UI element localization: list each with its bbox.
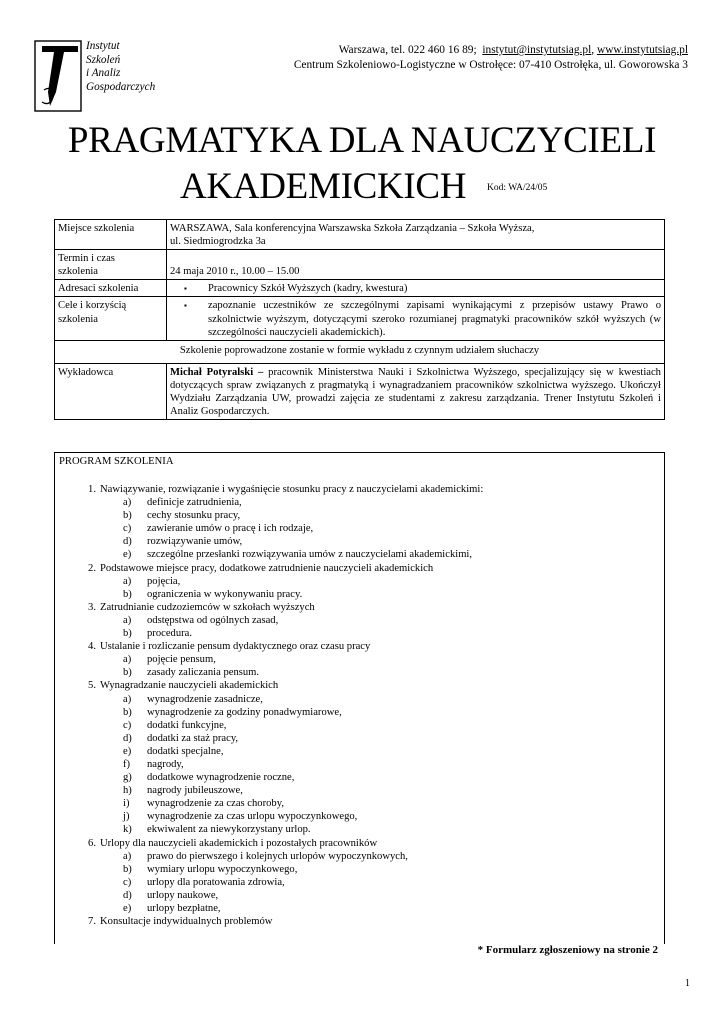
section-number: 6. — [88, 837, 96, 849]
contact-line-2: Centrum Szkoleniowo-Logistyczne w Ostrołęce: 07-410 Ostrołęka, ul. Goworowska 3 — [293, 59, 688, 71]
table-row — [55, 340, 665, 363]
section-number: 7. — [88, 916, 96, 928]
list-item — [55, 653, 664, 666]
list-item — [55, 706, 664, 719]
item-text: pojęcia, — [147, 575, 181, 587]
item-letter: a) — [123, 497, 132, 509]
table-row — [55, 297, 665, 340]
item-letter: k) — [123, 824, 132, 836]
list-item — [55, 902, 664, 915]
list-item — [55, 784, 664, 797]
list-item — [55, 496, 664, 509]
bullet-icon: ▪ — [184, 284, 187, 294]
list-item — [55, 509, 664, 522]
item-letter: a) — [123, 850, 132, 862]
lecturer-name: Michał Potyralski – — [170, 366, 264, 378]
table-row — [55, 363, 665, 419]
section-number: 3. — [88, 601, 96, 613]
item-letter: a) — [123, 575, 132, 587]
item-letter: d) — [123, 536, 132, 548]
date-value: 24 maja 2010 r., 10.00 – 15.00 — [167, 250, 665, 280]
audience-label: Adresaci szkolenia — [55, 280, 167, 297]
document-title-line-1: PRAGMATYKA DLA NAUCZYCIELI — [67, 120, 657, 161]
item-letter: h) — [123, 785, 132, 797]
program-section-heading — [55, 837, 664, 850]
item-text: wynagrodzenie za czas urlopu wypoczynkowego, — [147, 811, 358, 823]
item-letter: b) — [123, 510, 132, 522]
pen-logo-icon — [34, 40, 84, 112]
item-text: nagrody jubileuszowe, — [147, 785, 243, 797]
section-number: 1. — [88, 484, 96, 495]
item-text: szczególne przesłanki rozwiązywania umów z nauczycielami akademickimi, — [147, 549, 473, 561]
list-item — [55, 823, 664, 836]
item-text: urlopy dla poratowania zdrowia, — [147, 876, 285, 888]
program-section-heading — [55, 483, 664, 496]
item-letter: g) — [123, 772, 132, 784]
course-code: Kod: WA/24/05 — [487, 183, 548, 193]
bullet-icon: ▪ — [184, 301, 187, 311]
course-info-table — [54, 219, 665, 420]
goals-label-line-2: szkolenia — [58, 313, 99, 325]
list-item — [55, 588, 664, 601]
list-item — [55, 548, 664, 561]
section-title: Konsultacje indywidualnych problemów — [100, 916, 273, 928]
list-item — [55, 797, 664, 810]
item-text: odstępstwa od ogólnych zasad, — [147, 614, 279, 626]
program-section-heading — [55, 601, 664, 614]
lecturer-bio — [167, 363, 665, 419]
item-text: dodatkowe wynagrodzenie roczne, — [147, 772, 295, 784]
item-letter: a) — [123, 693, 132, 705]
item-letter: a) — [123, 614, 132, 626]
item-letter: a) — [123, 654, 132, 666]
document-title-line-2: AKADEMICKICH — [180, 166, 467, 207]
list-item — [55, 627, 664, 640]
form-note: * Formularz zgłoszeniowy na stronie 2 — [477, 944, 658, 956]
item-letter: e) — [123, 549, 132, 561]
item-text: dodatki funkcyjne, — [147, 719, 227, 731]
list-item — [55, 732, 664, 745]
table-row — [55, 250, 665, 280]
contact-separator: , — [591, 44, 595, 56]
section-number: 4. — [88, 641, 96, 653]
item-text: prawo do pierwszego i kolejnych urlopów wypoczynkowych, — [147, 850, 408, 862]
program-section-heading — [55, 915, 664, 928]
section-title: Podstawowe miejsce pracy, dodatkowe zatrudnienie nauczycieli akademickich — [100, 562, 434, 574]
item-text: wymiary urlopu wypoczynkowego, — [147, 863, 298, 875]
date-label-line-2: szkolenia — [58, 266, 99, 278]
list-item — [55, 535, 664, 548]
program-section-heading — [55, 562, 664, 575]
program-section — [54, 452, 665, 944]
program-section-heading — [55, 640, 664, 653]
list-item — [55, 693, 664, 706]
list-item — [55, 666, 664, 679]
item-text: definicje zatrudnienia, — [147, 497, 242, 509]
location-value-line-1: WARSZAWA, Sala konferencyjna Warszawska Szkoła Zarządzania – Szkoła Wyższa, — [170, 223, 535, 234]
program-list — [55, 483, 664, 928]
item-text: wynagrodzenie za czas choroby, — [147, 798, 284, 810]
logo-line-1: Instytut — [86, 40, 120, 52]
location-label: Miejsce szkolenia — [55, 220, 167, 250]
item-text: rozwiązywanie umów, — [147, 536, 243, 548]
list-item — [55, 876, 664, 889]
item-text: dodatki za staż pracy, — [147, 732, 239, 744]
goals-label-line-1: Cele i korzyścią — [58, 300, 127, 312]
section-title: Wynagradzanie nauczycieli akademickich — [100, 680, 279, 692]
list-item — [55, 745, 664, 758]
logo-line-4: Gospodarczych — [86, 80, 156, 93]
lecturer-description: pracownik Ministerstwa Nauki i Szkolnictwa Wyższego, specjalizujący się w kwestiach dotyczących spraw związanych z pragmatyką i wynagradzaniem pracowników szkolnictwa wyższego. Ukończył Wydziału Zarządzania UW, prowadzi zajęcia ze studentami z zakresu zarządzania. Trener Instytutu Szkoleń i Analiz Gospodarczych. — [170, 366, 661, 418]
item-letter: b) — [123, 706, 132, 718]
list-item — [55, 863, 664, 876]
logo-line-2: Szkoleń — [86, 53, 121, 66]
item-text: ograniczenia w wykonywaniu pracy. — [147, 588, 303, 600]
audience-value: Pracownicy Szkół Wyższych (kadry, kwestura) — [208, 283, 408, 295]
website-link[interactable]: www.instytutsiag.pl — [596, 44, 688, 56]
contact-line-1 — [294, 43, 688, 58]
list-item — [55, 614, 664, 627]
institute-logo — [34, 40, 162, 112]
item-text: zasady zaliczania pensum. — [147, 667, 260, 679]
item-text: wynagrodzenie za godziny ponadwymiarowe, — [147, 706, 342, 718]
item-letter: b) — [123, 588, 132, 600]
section-number: 5. — [88, 680, 96, 692]
section-title: Urlopy dla nauczycieli akademickich i pozostałych pracowników — [100, 837, 378, 849]
item-text: pojęcie pensum, — [147, 654, 216, 666]
item-letter: f) — [123, 758, 131, 770]
audience-value-cell — [167, 280, 665, 297]
item-text: cechy stosunku pracy, — [147, 510, 241, 522]
item-letter: b) — [123, 863, 132, 875]
item-text: ekwiwalent za niewykorzystany urlop. — [147, 824, 311, 836]
item-letter: b) — [123, 667, 132, 679]
location-value-line-2: ul. Siedmiogrodzka 3a — [170, 236, 266, 248]
list-item — [55, 575, 664, 588]
contact-header — [294, 43, 688, 73]
item-letter: d) — [123, 889, 132, 901]
section-title: Ustalanie i rozliczanie pensum dydaktycznego oraz czasu pracy — [100, 641, 371, 653]
item-letter: c) — [123, 719, 132, 731]
date-label — [55, 250, 167, 280]
location-value — [167, 220, 665, 250]
goals-value-cell — [167, 297, 665, 340]
item-letter: b) — [123, 628, 132, 640]
item-letter: d) — [123, 732, 132, 744]
item-letter: i) — [123, 798, 130, 810]
item-text: procedura. — [147, 628, 192, 640]
item-text: urlopy bezpłatne, — [147, 903, 221, 914]
logo-line-3: i Analiz — [86, 67, 121, 80]
date-label-line-1: Termin i czas — [58, 253, 115, 265]
item-text: urlopy naukowe, — [147, 889, 219, 901]
lecturer-label: Wykładowca — [55, 363, 167, 419]
list-item — [55, 850, 664, 863]
training-form: Szkolenie poprowadzone zostanie w formie wykładu z czynnym udziałem słuchaczy — [55, 340, 665, 363]
list-item — [55, 810, 664, 823]
table-row — [55, 280, 665, 297]
item-text: zawieranie umów o pracę i ich rodzaje, — [147, 523, 314, 535]
item-letter: c) — [123, 523, 132, 535]
section-title: Nawiązywanie, rozwiązanie i wygaśnięcie stosunku pracy z nauczycielami akademickimi: — [100, 484, 484, 495]
program-section-heading — [55, 679, 664, 692]
page-number: 1 — [685, 978, 690, 989]
item-letter: c) — [123, 876, 132, 888]
item-letter: j) — [123, 811, 130, 823]
goals-value: zapoznanie uczestników ze szczególnymi zapisami wynikającymi z przepisów ustawy Prawo o szkolnictwie wyższym, dotyczącymi szeroko rozumianej pragmatyki pracowników szkół wyższych (w szczególności nauczycieli akademickich). — [208, 300, 661, 338]
list-item — [55, 719, 664, 732]
list-item — [55, 522, 664, 535]
item-letter: e) — [123, 903, 132, 914]
contact-phone: Warszawa, tel. 022 460 16 89; — [338, 44, 477, 56]
email-link[interactable]: instytut@instytutsiag.pl — [482, 44, 592, 56]
goals-label — [55, 297, 167, 340]
section-title: Zatrudnianie cudzoziemców w szkołach wyższych — [100, 601, 315, 613]
item-text: wynagrodzenie zasadnicze, — [147, 693, 263, 705]
section-number: 2. — [88, 562, 96, 574]
table-row — [55, 220, 665, 250]
item-text: dodatki specjalne, — [147, 745, 224, 757]
list-item — [55, 889, 664, 902]
item-text: nagrody, — [147, 758, 184, 770]
program-title: PROGRAM SZKOLENIA — [59, 456, 174, 467]
list-item — [55, 758, 664, 771]
list-item — [55, 771, 664, 784]
item-letter: e) — [123, 745, 132, 757]
